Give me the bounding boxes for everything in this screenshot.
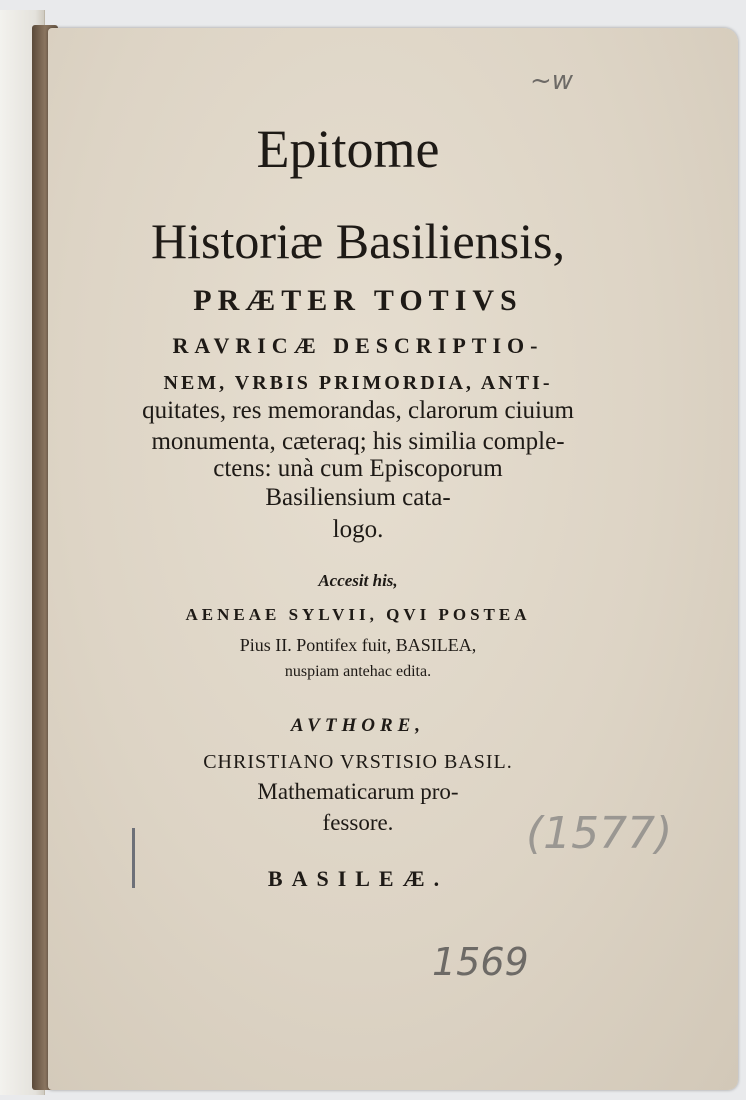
title-epitome: Epitome <box>256 119 440 179</box>
pius-line: Pius II. Pontifex fuit, BASILEA, <box>239 635 477 655</box>
subtitle-line: logo. <box>332 516 384 543</box>
imprint-place: BASILEÆ. <box>267 866 449 891</box>
handwritten-top-mark: ~w <box>530 66 574 96</box>
subtitle-line: Basiliensium cata- <box>265 484 451 511</box>
subtitle-line: RAVRICÆ DESCRIPTIO- <box>172 333 544 358</box>
author-title: Mathematicarum pro- <box>257 779 459 804</box>
handwritten-year: 1569 <box>432 940 529 984</box>
title-page <box>48 28 738 1090</box>
accessit-line: Accesit his, <box>318 571 398 590</box>
author-title: fessore. <box>322 810 394 835</box>
ink-mark <box>132 828 135 888</box>
aeneae-line: AENEAE SYLVII, QVI POSTEA <box>185 605 531 624</box>
nuspiam-line: nuspiam antehac edita. <box>284 663 432 680</box>
subtitle-line: ctens: unà cum Episcoporum <box>213 455 503 482</box>
subtitle-line: monumenta, cæteraq; his similia comple- <box>151 428 565 455</box>
handwritten-bracket-year: (1577) <box>526 808 673 859</box>
subtitle-line: quitates, res memorandas, clarorum ciuium <box>142 397 574 424</box>
authore-line: AVTHORE, <box>290 715 426 736</box>
title-historiae: Historiæ Basiliensis, <box>151 213 565 269</box>
subtitle-line: NEM, VRBIS PRIMORDIA, ANTI- <box>163 372 553 394</box>
subtitle-line: PRÆTER TOTIVS <box>193 284 523 317</box>
author-name: CHRISTIANO VRSTISIO BASIL. <box>203 751 513 773</box>
